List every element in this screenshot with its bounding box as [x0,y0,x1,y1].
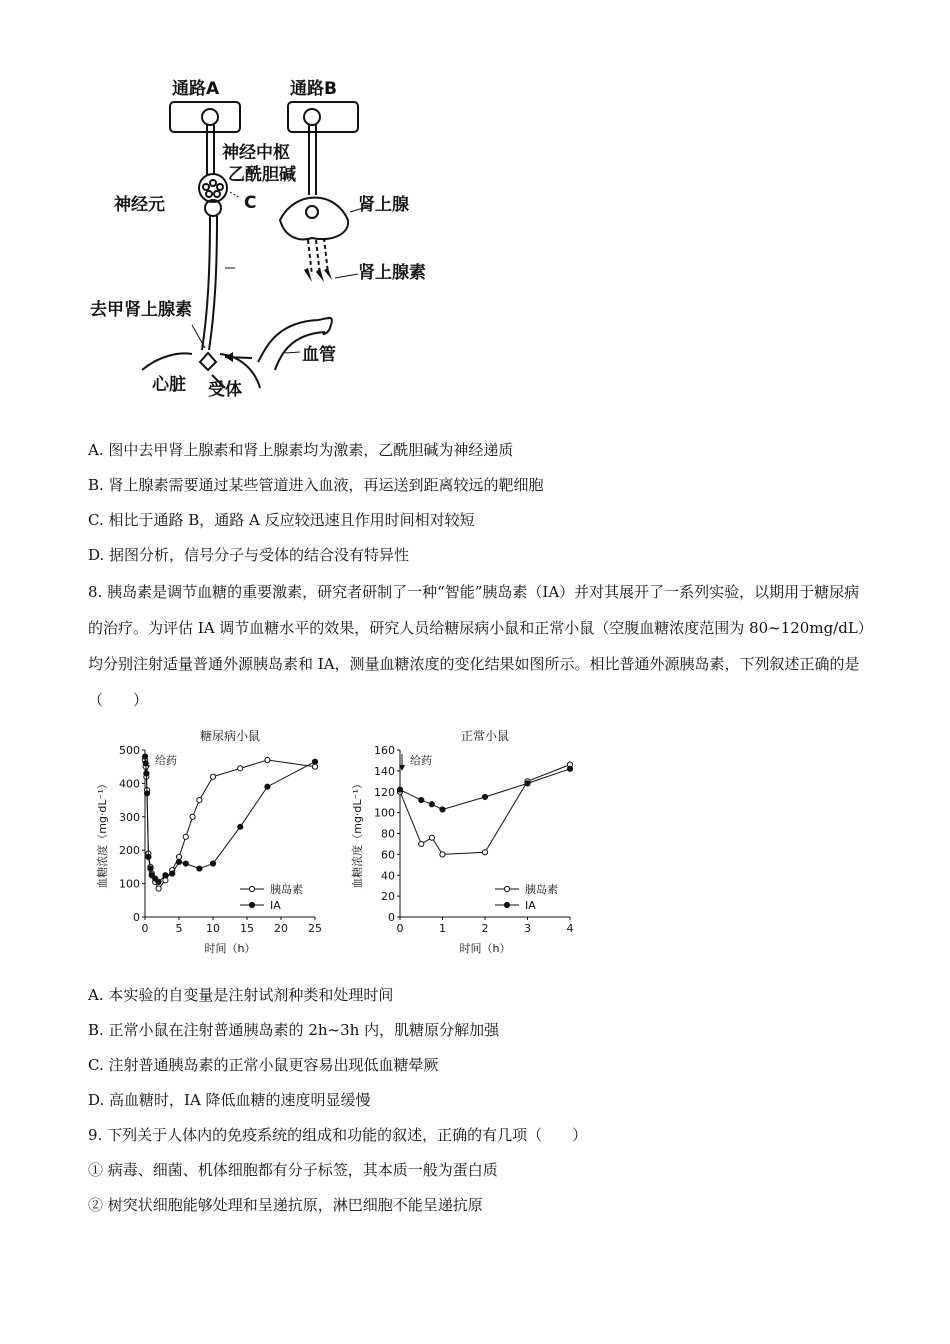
y-tick-label: 140 [374,764,395,778]
legend-marker [504,886,509,891]
q7-option-b: B. 肾上腺素需要通过某些管道进入血液，再运送到距离较远的靶细胞 [88,476,544,494]
chart-title: 糖尿病小鼠 [199,729,261,743]
data-point-ia [144,771,149,776]
data-point-ia [146,854,151,859]
label-neuron: 神经元 [114,195,165,215]
data-point-insulin [163,878,168,883]
data-point-ia [312,759,317,764]
y-tick-label: 200 [119,844,140,858]
x-tick-label: 10 [206,922,220,935]
data-point-ia [176,859,181,864]
data-point-ia [397,787,402,792]
y-tick-label: 80 [381,827,395,841]
y-tick-label: 300 [119,810,140,824]
q9-stem: 9. 下列关于人体内的免疫系统的组成和功能的叙述，正确的有几项（ ） [88,1126,588,1144]
label-c: C [244,193,257,213]
label-norepinephrine: 去甲肾上腺素 [90,300,192,320]
chart-normal-mice [345,722,585,962]
legend-marker [249,886,254,891]
data-point-insulin [482,850,487,855]
y-tick-label: 120 [374,785,395,799]
label-nerve-center: 神经中枢 [222,143,290,163]
data-point-ia [170,871,175,876]
dose-annotation: 给药 [410,754,432,767]
y-tick-label: 20 [381,890,395,904]
data-point-ia [419,798,424,803]
y-axis-label: 血糖浓度（mg·dL⁻¹） [96,778,109,889]
x-axis-label: 时间（h） [459,942,511,955]
data-point-ia [567,766,572,771]
data-point-ia [148,866,153,871]
y-axis-label: 血糖浓度（mg·dL⁻¹） [351,778,364,889]
data-point-insulin [312,764,317,769]
data-point-insulin [156,886,161,891]
label-acetylcholine: 乙酰胆碱 [228,165,296,185]
q8-option-c: C. 注射普通胰岛素的正常小鼠更容易出现低血糖晕厥 [88,1056,439,1074]
q8-stem: 8. 胰岛素是调节血糖的重要激素，研究者研制了一种“智能”胰岛素（IA）并对其展开了一系列实验，以期用于糖尿病的治疗。为评估 IA 调节血糖水平的效果，研究人员给糖尿病小鼠和正常小鼠（空腹血糖浓度范围为 80~120mg/dL）均分别注射适量普通外源胰岛素和 IA，测量血糖浓度的变化结果如图所示。相比普通外源胰岛素，下列叙述正确的是（ ） [88,583,866,709]
data-point-ia [440,807,445,812]
data-point-ia [265,784,270,789]
legend-marker [249,902,254,907]
legend-label: 胰岛素 [270,883,303,896]
x-tick-label: 15 [240,922,254,935]
q7-option-c: C. 相比于通路 B，通路 A 反应较迅速且作用时间相对较短 [88,511,475,529]
legend-label: 胰岛素 [525,883,558,896]
data-point-insulin [419,841,424,846]
label-epinephrine: 肾上腺素 [358,263,426,283]
pathway-a-box [170,102,240,132]
q8-option-a: A. 本实验的自变量是注射试剂种类和处理时间 [88,986,394,1004]
x-tick-label: 4 [566,922,574,935]
y-tick-label: 100 [374,806,395,820]
dose-annotation: 给药 [155,754,177,767]
data-point-insulin [440,852,445,857]
q9-item-2: ② 树突状细胞能够处理和呈递抗原，淋巴细胞不能呈递抗原 [88,1196,483,1214]
data-point-ia [144,791,149,796]
y-tick-label: 500 [119,744,140,757]
label-heart: 心脏 [152,375,186,395]
x-tick-label: 2 [481,922,489,935]
data-point-ia [429,802,434,807]
data-point-insulin [176,854,181,859]
q9-item-1: ① 病毒、细菌、机体细胞都有分子标签，其本质一般为蛋白质 [88,1161,498,1179]
data-point-insulin [429,835,434,840]
pathway-diagram [80,70,460,410]
chart-diabetic-mice [90,722,330,962]
data-point-insulin [183,834,188,839]
data-point-insulin [238,766,243,771]
data-point-insulin [197,798,202,803]
data-point-ia [183,861,188,866]
chart-title: 正常小鼠 [460,729,510,743]
x-tick-label: 20 [274,922,288,935]
q7-option-d: D. 据图分析，信号分子与受体的结合没有特异性 [88,546,410,564]
legend-label: IA [270,899,281,912]
data-point-ia [197,866,202,871]
data-point-ia [525,781,530,786]
label-adrenal: 肾上腺 [358,195,409,215]
data-point-ia [482,794,487,799]
x-tick-label: 3 [524,922,531,935]
label-receptor: 受体 [208,380,242,400]
data-point-ia [156,879,161,884]
y-tick-label: 400 [119,777,140,791]
x-axis-label: 时间（h） [204,942,256,955]
data-point-ia [210,861,215,866]
pathway-b-box [288,102,358,132]
q7-option-a: A. 图中去甲肾上腺素和肾上腺素均为激素，乙酰胆碱为神经递质 [88,441,514,459]
data-point-insulin [190,814,195,819]
y-tick-label: 100 [119,877,140,891]
data-point-ia [143,761,148,766]
label-blood-vessel: 血管 [302,345,336,365]
x-tick-label: 0 [141,922,149,935]
x-tick-label: 1 [439,922,446,935]
y-tick-label: 160 [374,744,395,757]
y-tick-label: 0 [388,911,395,924]
label-pathway-a: 通路A [172,79,220,99]
x-tick-label: 25 [308,922,322,935]
data-point-insulin [265,757,270,762]
label-pathway-b: 通路B [290,79,337,99]
data-point-ia [163,873,168,878]
data-point-ia [238,824,243,829]
x-tick-label: 0 [396,922,404,935]
series-line-ia [145,757,315,882]
data-point-ia [142,754,147,759]
y-tick-label: 0 [133,911,140,924]
q8-option-b: B. 正常小鼠在注射普通胰岛素的 2h~3h 内，肌糖原分解加强 [88,1021,500,1039]
y-tick-label: 60 [381,848,395,862]
q8-option-d: D. 高血糖时，IA 降低血糖的速度明显缓慢 [88,1091,371,1109]
y-tick-label: 40 [381,869,395,883]
legend-label: IA [525,899,536,912]
x-tick-label: 5 [175,922,183,935]
data-point-insulin [210,774,215,779]
legend-marker [504,902,509,907]
